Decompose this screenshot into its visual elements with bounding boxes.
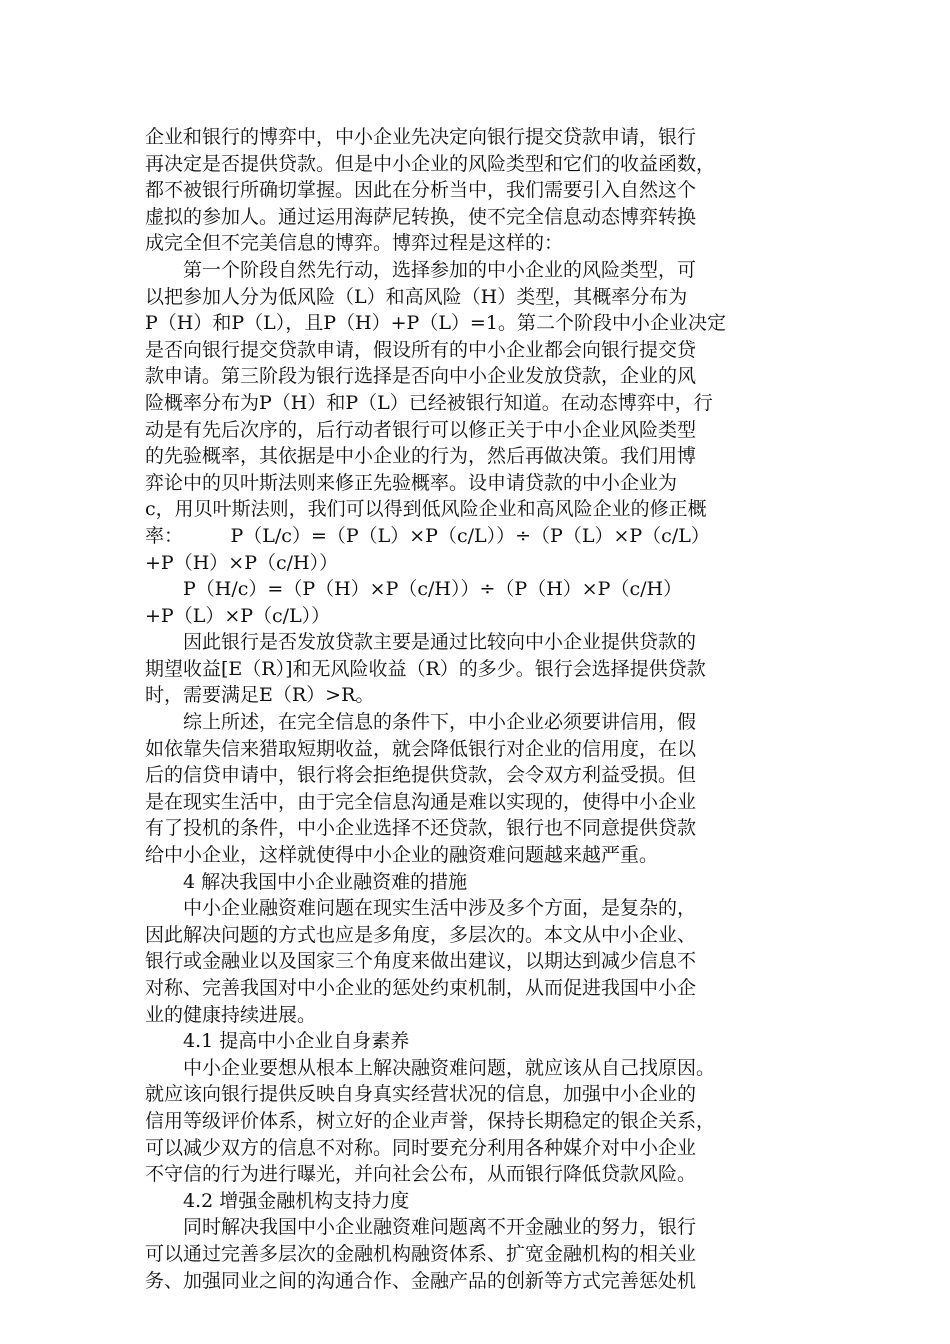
text-line: c，用贝叶斯法则，我们可以得到低风险企业和高风险企业的修正概 [145,498,707,521]
text-line: 对称、完善我国对中小企业的惩处约束机制，从而促进我国中小企 [145,977,697,999]
text-line: 就应该向银行提供反映自身真实经营状况的信息，加强中小企业的 [145,1083,697,1106]
text-line: 信用等级评价体系，树立好的企业声誉，保持长期稳定的银企关系， [145,1109,716,1132]
text-line: 中小企业融资难问题在现实生活中涉及多个方面，是复杂的， [145,897,697,920]
text-line: 是在现实生活中，由于完全信息沟通是难以实现的，使得中小企业 [145,790,697,813]
text-line: 同时解决我国中小企业融资难问题离不开金融业的努力，银行 [145,1216,697,1239]
text-line: 以把参加人分为低风险（L）和高风险（H）类型，其概率分布为 [145,285,688,308]
formula-line: P（H/c）=（P（H）×P（c/H））÷（P（H）×P（c/H） [145,578,683,601]
formula-line: +P（H）×P（c/H）） [145,551,339,574]
text-line: 再决定是否提供贷款。但是中小企业的风险类型和它们的收益函数， [145,152,716,175]
text-line: 款申请。第三阶段为银行选择是否向中小企业发放贷款，企业的风 [145,365,697,388]
text-line: 后的信贷申请中，银行将会拒绝提供贷款，会令双方利益受损。但 [145,764,697,787]
text-line: 不守信的行为进行曝光，并向社会公布，从而银行降低贷款风险。 [145,1163,697,1186]
text-line: 是否向银行提交贷款申请，假设所有的中小企业都会向银行提交贷 [145,338,697,361]
text-line: 时，需要满足E（R）>R。 [145,684,375,707]
text-line: 的先验概率，其依据是中小企业的行为，然后再做决策。我们用博 [145,445,697,468]
text-line: 给中小企业，这样就使得中小企业的融资难问题越来越严重。 [145,844,659,867]
text-line: 因此银行是否发放贷款主要是通过比较向中小企业提供贷款的 [145,631,697,654]
text-line: 如依靠失信来猎取短期收益，就会降低银行对企业的信用度，在以 [145,737,697,760]
section-heading: 4 解决我国中小企业融资难的措施 [145,870,468,893]
text-line: 业的健康持续进展。 [145,1003,317,1026]
formula-line: 率： P（L/c）=（P（L）×P（c/L））÷（P（L）×P（c/L） [145,524,710,547]
text-line: 险概率分布为P（H）和P（L）已经被银行知道。在动态博弈中，行 [145,391,713,414]
text-line: 综上所述，在完全信息的条件下，中小企业必须要讲信用，假 [145,711,697,734]
text-line: 弈论中的贝叶斯法则来修正先验概率。设申请贷款的中小企业为 [145,471,678,494]
text-line: 动是有先后次序的，后行动者银行可以修正关于中小企业风险类型 [145,418,697,441]
text-line: 可以减少双方的信息不对称。同时要充分利用各种媒介对中小企业 [145,1136,697,1159]
text-line: 中小企业要想从根本上解决融资难问题，就应该从自己找原因。 [145,1056,716,1079]
text-line: 第一个阶段自然先行动，选择参加的中小企业的风险类型，可 [145,258,697,281]
text-line: 务、加强同业之间的沟通合作、金融产品的创新等方式完善惩处机 [145,1269,697,1292]
text-line: 成完全但不完美信息的博弈。博弈过程是这样的： [145,232,564,255]
text-line: 虚拟的参加人。通过运用海萨尼转换，使不完全信息动态博弈转换 [145,205,697,228]
formula-line: +P（L）×P（c/L）） [145,604,331,627]
text-line: 有了投机的条件，中小企业选择不还贷款，银行也不同意提供贷款 [145,817,697,840]
text-line: 企业和银行的博弈中，中小企业先决定向银行提交贷款申请，银行 [145,126,697,148]
subsection-heading: 4.1 提高中小企业自身素养 [145,1030,410,1053]
text-line: 都不被银行所确切掌握。因此在分析当中，我们需要引入自然这个 [145,179,697,202]
text-line: 银行或金融业以及国家三个角度来做出建议，以期达到减少信息不 [145,950,697,973]
text-line: 因此解决问题的方式也应是多角度，多层次的。本文从中小企业、 [145,923,697,946]
text-line: 可以通过完善多层次的金融机构融资体系、扩宽金融机构的相关业 [145,1242,697,1265]
text-line: 期望收益[E（R）]和无风险收益（R）的多少。银行会选择提供贷款 [145,657,706,680]
text-line: P（H）和P（L），且P（H）+P（L）=1。第二个阶段中小企业决定 [145,312,726,335]
document-body [145,124,805,1294]
subsection-heading: 4.2 增强金融机构支持力度 [145,1189,410,1212]
